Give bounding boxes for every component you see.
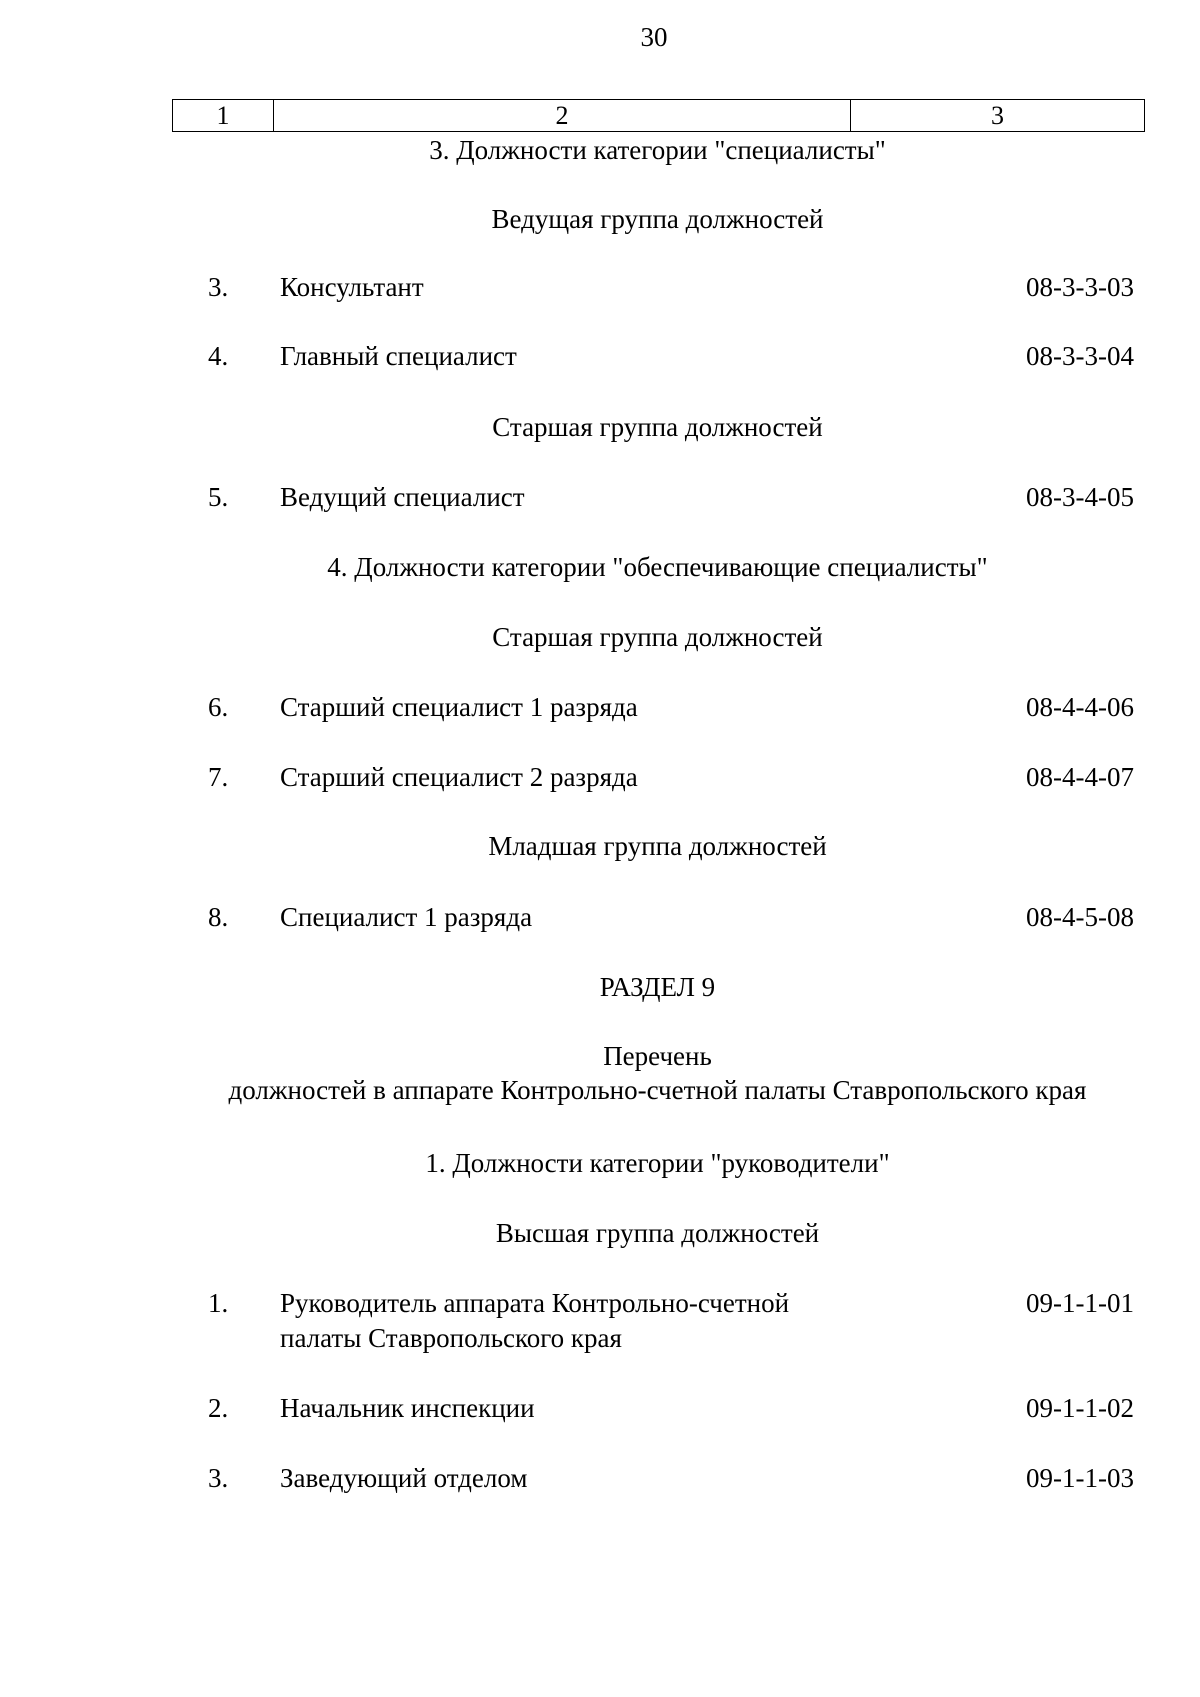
category-heading: 4. Должности категории "обеспечивающие специалисты" xyxy=(327,552,988,582)
page-number: 30 xyxy=(640,22,668,52)
column-header-2: 2 xyxy=(273,100,850,131)
row-number: 8. xyxy=(208,902,229,932)
position-title-line: Руководитель аппарата Контрольно-счетной xyxy=(280,1288,790,1318)
group-heading: Старшая группа должностей xyxy=(492,622,823,652)
column-header-table xyxy=(172,99,1145,132)
position-title: Старший специалист 1 разряда xyxy=(280,692,638,722)
position-title: Главный специалист xyxy=(280,341,517,371)
position-title: Ведущий специалист xyxy=(280,482,525,512)
list-title: Перечень xyxy=(603,1041,712,1071)
row-number: 2. xyxy=(208,1393,229,1423)
row-number: 6. xyxy=(208,692,229,722)
position-title: Консультант xyxy=(280,272,424,302)
position-title: Старший специалист 2 разряда xyxy=(280,762,638,792)
category-heading: 1. Должности категории "руководители" xyxy=(425,1148,890,1178)
column-header-1: 1 xyxy=(216,100,230,130)
group-heading: Младшая группа должностей xyxy=(488,831,827,861)
position-code: 08-3-3-03 xyxy=(1026,272,1134,302)
position-title xyxy=(280,1286,900,1356)
position-title-line: палаты Ставропольского края xyxy=(280,1323,622,1353)
row-number: 5. xyxy=(208,482,229,512)
position-code: 09-1-1-03 xyxy=(1026,1463,1134,1493)
position-code: 08-4-4-06 xyxy=(1026,692,1134,722)
row-number: 1. xyxy=(208,1288,229,1318)
category-heading: 3. Должности категории "специалисты" xyxy=(429,135,886,165)
position-code: 09-1-1-01 xyxy=(1026,1288,1134,1318)
group-heading: Ведущая группа должностей xyxy=(491,204,824,234)
position-code: 08-4-5-08 xyxy=(1026,902,1134,932)
position-title: Специалист 1 разряда xyxy=(280,902,533,932)
position-code: 09-1-1-02 xyxy=(1026,1393,1134,1423)
list-subtitle: должностей в аппарате Контрольно-счетной палаты Ставропольского края xyxy=(228,1075,1087,1105)
row-number: 3. xyxy=(208,272,229,302)
group-heading: Старшая группа должностей xyxy=(492,412,823,442)
position-code: 08-3-4-05 xyxy=(1026,482,1134,512)
position-code: 08-4-4-07 xyxy=(1026,762,1134,792)
position-code: 08-3-3-04 xyxy=(1026,341,1134,371)
position-title: Заведующий отделом xyxy=(280,1463,528,1493)
row-number: 4. xyxy=(208,341,229,371)
row-number: 7. xyxy=(208,762,229,792)
column-header-3: 3 xyxy=(850,100,1144,131)
group-heading: Высшая группа должностей xyxy=(495,1218,820,1248)
row-number: 3. xyxy=(208,1463,229,1493)
section-title: РАЗДЕЛ 9 xyxy=(599,972,716,1002)
position-title: Начальник инспекции xyxy=(280,1393,535,1423)
